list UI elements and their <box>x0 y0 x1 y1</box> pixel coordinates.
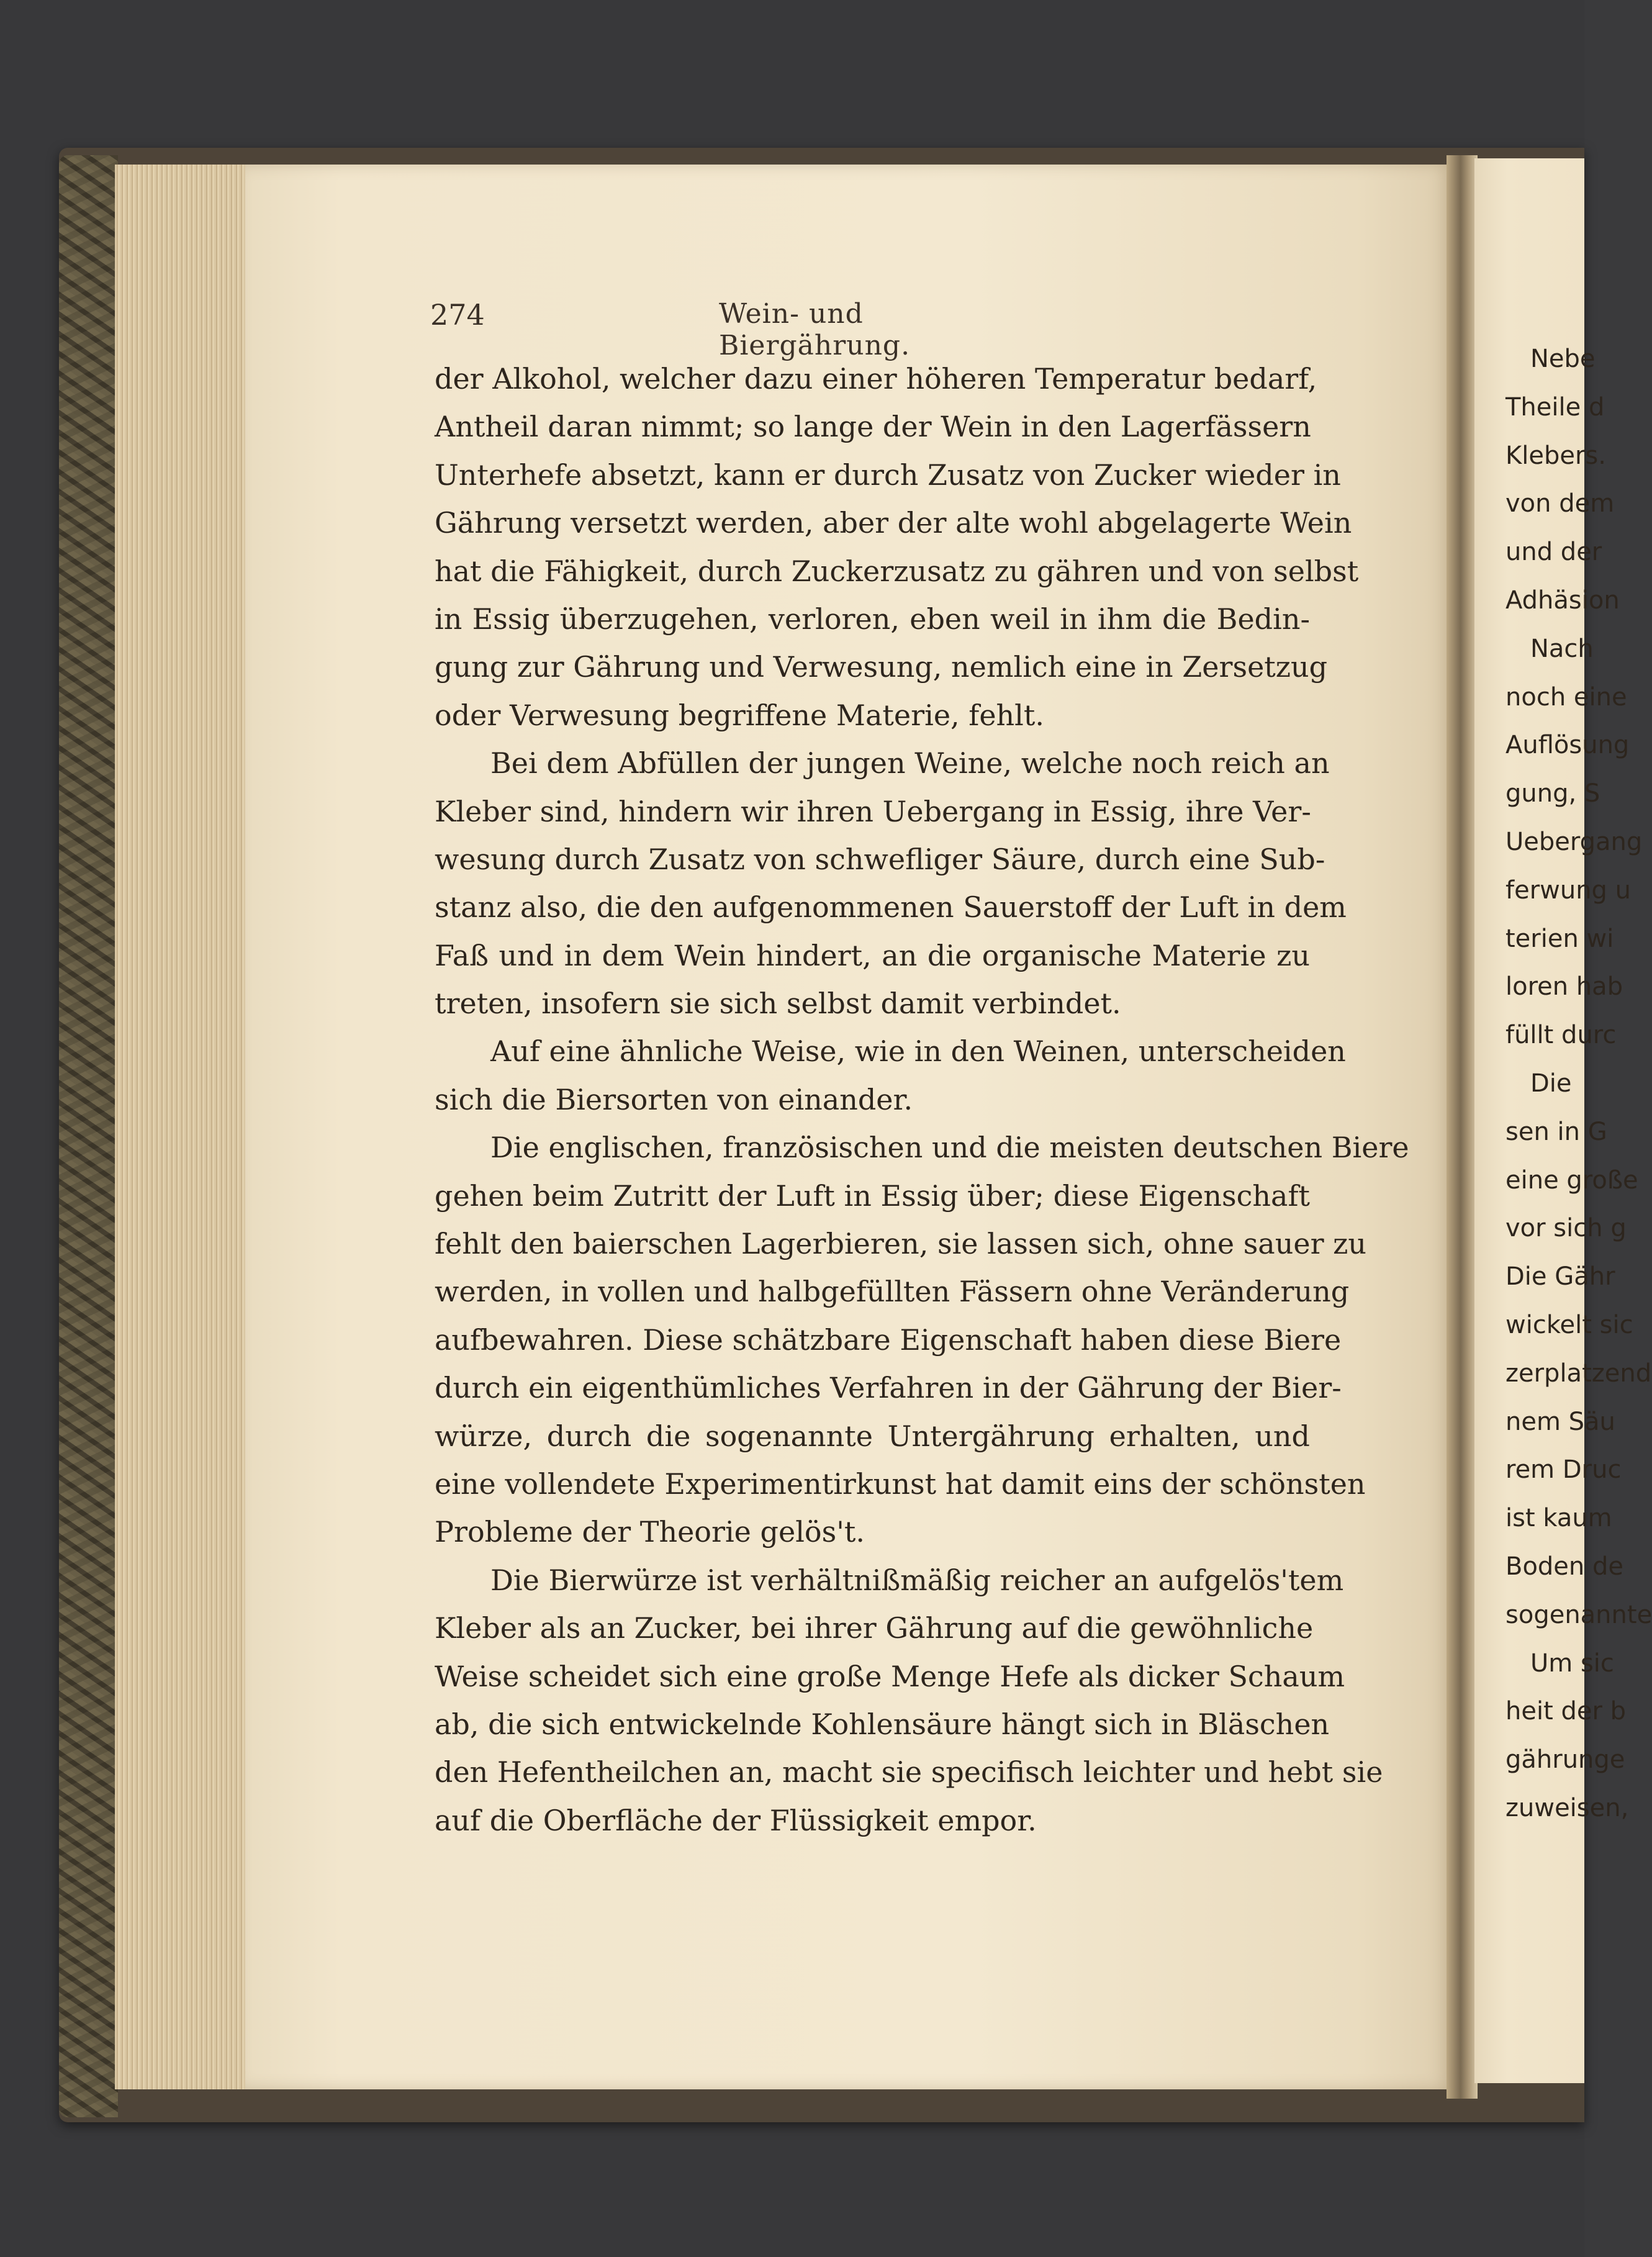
right-page-line: Klebers. <box>1505 441 1606 470</box>
text-line: Faß und in dem Wein hindert, an die organische Materie zu <box>435 938 1310 972</box>
text-line: Kleber als an Zucker, bei ihrer Gährung auf die gewöhnliche <box>435 1611 1314 1645</box>
right-page-line: Adhäsion <box>1505 586 1620 615</box>
page-heading: Wein- und Biergährung. <box>719 298 911 361</box>
text-line: ab, die sich entwickelnde Kohlensäure hängt sich in Bläschen <box>435 1707 1330 1741</box>
right-page-line: heit der b <box>1505 1697 1627 1726</box>
text-line: Antheil daran nimmt; so lange der Wein in den Lagerfässern <box>435 410 1311 444</box>
text-line: werden, in vollen und halbgefüllten Fässern ohne Veränderung <box>435 1275 1350 1309</box>
right-page-line: sogenannte <box>1505 1600 1652 1629</box>
right-page-line: Nebe <box>1530 345 1596 373</box>
marbled-board-edge <box>59 155 118 2117</box>
right-page-line: ferwung u <box>1505 875 1632 905</box>
right-page-line: und der <box>1505 538 1602 567</box>
text-line: würze, durch die sogenannte Untergährung erhalten, und <box>435 1419 1310 1453</box>
right-page-line: Boden de <box>1505 1552 1623 1581</box>
right-page-line: Um sic <box>1530 1649 1614 1678</box>
text-line: durch ein eigenthümliches Verfahren in der Gährung der Bier- <box>435 1371 1342 1405</box>
text-line: Unterhefe absetzt, kann er durch Zusatz von Zucker wieder in <box>435 458 1341 492</box>
right-page-line: Nach <box>1530 634 1594 663</box>
text-line: gehen beim Zutritt der Luft in Essig über; diese Eigenschaft <box>435 1178 1310 1213</box>
text-line: Probleme der Theorie gelös't. <box>435 1515 865 1549</box>
right-page-line: eine große <box>1505 1165 1638 1195</box>
text-line: treten, insofern sie sich selbst damit verbindet. <box>435 987 1121 1021</box>
text-line: Weise scheidet sich eine große Menge Hefe als dicker Schaum <box>435 1659 1345 1693</box>
right-page-line: zuweisen, <box>1505 1793 1629 1822</box>
text-line: aufbewahren. Diese schätzbare Eigenschaft haben diese Biere <box>435 1323 1342 1357</box>
right-page-line: wickelt sic <box>1505 1310 1633 1339</box>
right-page-line: nem Säu <box>1505 1407 1615 1436</box>
page-number: 274 <box>430 298 485 332</box>
right-page-line: Die Gähr <box>1505 1262 1615 1291</box>
body-text <box>435 355 1409 1845</box>
right-page-line: noch eine <box>1505 682 1627 712</box>
page-edges <box>115 165 258 2089</box>
text-line: Bei dem Abfüllen der jungen Weine, welche noch reich an <box>490 746 1330 780</box>
text-line: in Essig überzugehen, verloren, eben weil in ihm die Bedin- <box>435 602 1310 636</box>
text-line: Auf eine ähnliche Weise, wie in den Weinen, unterscheiden <box>490 1034 1346 1069</box>
right-page-text <box>1505 335 1652 1833</box>
text-line: fehlt den baierschen Lagerbieren, sie lassen sich, ohne sauer zu <box>435 1227 1367 1261</box>
right-page-line: Theile d <box>1505 392 1605 422</box>
text-line: sich die Biersorten von einander. <box>435 1082 913 1116</box>
right-page-line: zerplatzend <box>1505 1359 1652 1388</box>
right-page-line: ist kaum <box>1505 1504 1612 1533</box>
right-page-line: terien wi <box>1505 924 1614 953</box>
text-line: auf die Oberfläche der Flüssigkeit empor. <box>435 1803 1037 1837</box>
right-page-line: sen in G <box>1505 1117 1607 1146</box>
text-line: wesung durch Zusatz von schwefliger Säure, durch eine Sub- <box>435 842 1325 876</box>
right-page-line: gährunge <box>1505 1745 1625 1775</box>
text-line: den Hefentheilchen an, macht sie specifisch leichter und hebt sie <box>435 1755 1383 1789</box>
text-line: Kleber sind, hindern wir ihren Uebergang in Essig, ihre Ver- <box>435 794 1311 828</box>
right-page-line: von dem <box>1505 489 1615 518</box>
right-page-line: Die <box>1530 1069 1572 1098</box>
text-line: stanz also, die den aufgenommenen Sauerstoff der Luft in dem <box>435 890 1347 925</box>
text-line: Gährung versetzt werden, aber der alte wohl abgelagerte Wein <box>435 506 1352 540</box>
right-page-line: füllt durc <box>1505 1021 1617 1050</box>
text-line: eine vollendete Experimentirkunst hat damit eins der schönsten <box>435 1467 1366 1501</box>
text-line: Die Bierwürze ist verhältnißmäßig reicher an aufgelös'tem <box>490 1563 1344 1597</box>
text-line: gung zur Gährung und Verwesung, nemlich eine in Zersetzug <box>435 650 1328 684</box>
book-gutter <box>1447 155 1478 2099</box>
right-page-line: rem Druc <box>1505 1455 1622 1485</box>
text-line: hat die Fähigkeit, durch Zuckerzusatz zu gähren und von selbst <box>435 554 1359 588</box>
right-page-line: vor sich g <box>1505 1214 1627 1243</box>
text-line: Die englischen, französischen und die meisten deutschen Biere <box>490 1131 1409 1165</box>
text-line: oder Verwesung begriffene Materie, fehlt. <box>435 698 1044 732</box>
right-page-line: Auflösung <box>1505 731 1630 760</box>
right-page-line: gung, S <box>1505 779 1600 808</box>
right-page-line: loren hab <box>1505 972 1623 1002</box>
running-head <box>430 298 1039 361</box>
right-page-line: Uebergang <box>1505 827 1643 856</box>
text-line: der Alkohol, welcher dazu einer höheren Temperatur bedarf, <box>435 362 1317 396</box>
